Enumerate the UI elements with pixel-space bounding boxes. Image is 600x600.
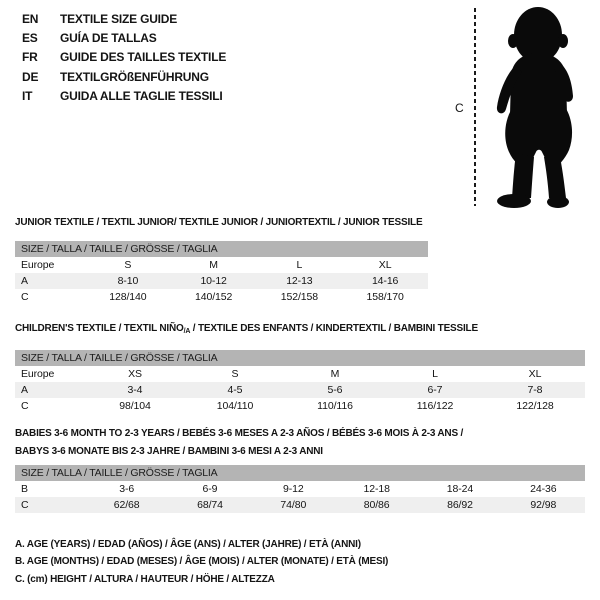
lang-code: ES: [22, 30, 38, 45]
table-cell: 6-7: [427, 384, 443, 396]
table-cell: 4-5: [227, 384, 243, 396]
table-cell: 80/86: [363, 499, 390, 511]
table-cell: 104/110: [216, 400, 254, 412]
table-cell: 24-36: [530, 483, 557, 495]
table-row: [15, 398, 585, 414]
babies-table-title: [15, 425, 585, 460]
lang-row-en: [22, 9, 226, 28]
lang-code: FR: [22, 50, 38, 65]
lang-row-it: [22, 86, 226, 105]
table-cell: 62/68: [113, 499, 140, 511]
table-row: [15, 481, 585, 497]
lang-label: GUIDE DES TAILLES TEXTILE: [60, 50, 227, 65]
figure-measure-label: C: [455, 101, 464, 115]
table-row: [15, 497, 585, 513]
baby-silhouette-icon: [483, 3, 595, 213]
table-cell: XL: [528, 368, 542, 380]
table-cell: 110/116: [317, 400, 353, 412]
row-label-cell: B: [21, 483, 28, 495]
row-label-cell: C: [21, 291, 29, 303]
table-cell: 3-4: [127, 384, 143, 396]
children-title-pre: CHILDREN'S TEXTILE / TEXTIL NIÑO: [15, 323, 184, 334]
lang-row-fr: [22, 48, 226, 67]
table-cell: 10-12: [200, 275, 227, 287]
row-label-cell: A: [21, 384, 28, 396]
table-cell: S: [231, 368, 239, 380]
junior-size-table: [15, 241, 428, 305]
table-row: [15, 366, 585, 382]
table-cell: 18-24: [446, 483, 474, 495]
table-cell: 140/152: [194, 291, 233, 303]
table-cell: M: [330, 368, 340, 380]
language-header: [22, 9, 226, 105]
table-cell: 7-8: [527, 384, 543, 396]
lang-code: IT: [22, 88, 33, 103]
table-row: [15, 289, 428, 305]
table-cell: 6-9: [202, 483, 218, 495]
table-cell: L: [432, 368, 438, 380]
lang-row-es: [22, 28, 226, 47]
table-cell: 128/140: [109, 291, 147, 303]
junior-textile-section: [15, 216, 428, 305]
table-cell: 92/98: [530, 499, 557, 511]
row-label-cell: C: [21, 400, 29, 412]
table-cell: S: [124, 259, 132, 271]
height-measure-dotted-line: [474, 8, 476, 206]
babies-textile-section: [15, 425, 585, 513]
table-cell: 74/80: [280, 499, 307, 511]
table-row: [15, 257, 428, 273]
babies-title-line2: BABYS 3-6 MONATE BIS 2-3 JAHRE / BAMBINI 3-6 MESI A 2-3 ANNI: [15, 445, 323, 457]
table-cell: 98/104: [119, 400, 151, 412]
legend-line-a: A. AGE (YEARS) / EDAD (AÑOS) / ÂGE (ANS) / ALTER (JAHRE) / ETÀ (ANNI): [15, 539, 361, 550]
table-cell: 9-12: [283, 483, 304, 495]
table-cell: 152/158: [280, 291, 318, 303]
table-cell: 122/128: [516, 400, 554, 412]
lang-code: EN: [22, 11, 39, 26]
row-label-cell: Europe: [21, 368, 55, 380]
table-cell: M: [209, 259, 218, 271]
table-cell: XL: [378, 259, 392, 271]
row-label-cell: Europe: [21, 259, 55, 271]
table-cell: L: [296, 259, 303, 271]
legend-line-c: C. (cm) HEIGHT / ALTURA / HAUTEUR / HÖHE / ALTEZZA: [15, 573, 275, 585]
measure-legend: [15, 536, 388, 588]
table-cell: 116/122: [416, 400, 454, 412]
table-cell: 14-16: [371, 275, 399, 287]
table-row: [15, 273, 428, 289]
row-label-cell: A: [21, 275, 28, 287]
lang-code: DE: [22, 69, 39, 84]
babies-size-table: [15, 465, 585, 513]
table-row: [15, 382, 585, 398]
junior-table-title: JUNIOR TEXTILE / TEXTIL JUNIOR/ TEXTILE JUNIOR / JUNIORTEXTIL / JUNIOR TESSILE: [15, 217, 423, 228]
table-cell: 3-6: [119, 483, 135, 495]
children-title-post: / TEXTILE DES ENFANTS / KINDERTEXTIL / BAMBINI TESSILE: [190, 323, 478, 334]
table-cell: 86/92: [447, 499, 473, 511]
lang-row-de: [22, 67, 226, 86]
lang-label: TEXTILGRÖßENFÜHRUNG: [60, 69, 209, 84]
table-cell: 8-10: [117, 275, 139, 287]
children-size-table: [15, 350, 585, 414]
size-header-bar: SIZE / TALLA / TAILLE / GRÖSSE / TAGLIA: [15, 350, 585, 366]
table-cell: XS: [128, 368, 142, 380]
babies-title-line1: BABIES 3-6 MONTH TO 2-3 YEARS / BEBÉS 3-6 MESES A 2-3 AÑOS / BÉBÉS 3-6 MOIS À 2-3 ANS /: [15, 428, 464, 439]
table-cell: 5-6: [327, 384, 343, 396]
table-cell: 12-13: [286, 275, 313, 287]
lang-label: GUÍA DE TALLAS: [60, 30, 157, 45]
table-cell: 158/170: [366, 291, 404, 303]
table-cell: 12-18: [363, 483, 390, 495]
table-cell: 68/74: [197, 499, 223, 511]
lang-label: GUIDA ALLE TAGLIE TESSILI: [60, 88, 223, 103]
legend-line-b: B. AGE (MONTHS) / EDAD (MESES) / ÂGE (MOIS) / ALTER (MONATE) / ETÀ (MESI): [15, 556, 389, 568]
children-title-sub: /A: [183, 328, 191, 335]
children-table-title: [15, 322, 585, 338]
lang-label: TEXTILE SIZE GUIDE: [60, 11, 178, 26]
size-header-bar: SIZE / TALLA / TAILLE / GRÖSSE / TAGLIA: [15, 241, 428, 257]
size-header-bar: SIZE / TALLA / TAILLE / GRÖSSE / TAGLIA: [15, 465, 585, 481]
children-textile-section: [15, 322, 585, 414]
row-label-cell: C: [21, 499, 29, 511]
